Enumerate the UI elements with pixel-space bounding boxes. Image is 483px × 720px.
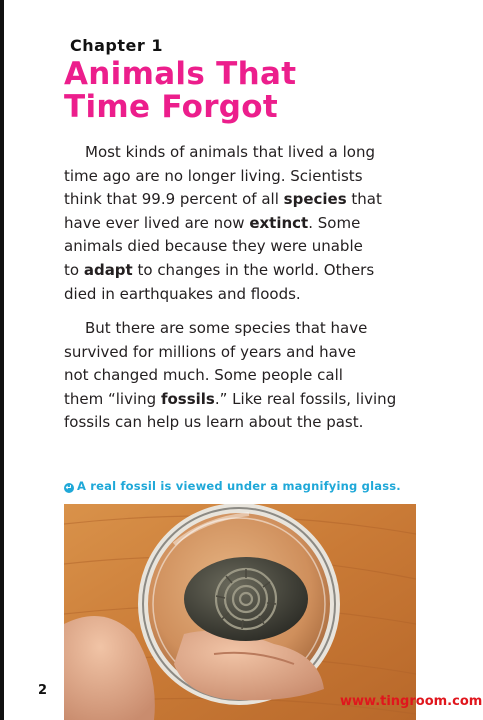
watermark-link[interactable]: www.tingroom.com: [340, 694, 483, 709]
text-line: to adapt to changes in the world. Others: [64, 260, 375, 279]
text-line: survived for millions of years and have: [64, 342, 356, 361]
vocab-term-adapt: adapt: [83, 260, 133, 279]
page-number: 2: [38, 683, 48, 698]
chapter-title-line: Animals That: [64, 56, 297, 92]
text-line: them “living fossils.” Like real fossils, living: [64, 389, 397, 408]
vocab-term-extinct: extinct: [249, 213, 309, 232]
chapter-title: [64, 58, 464, 124]
text-line: animals died because they were unable: [64, 237, 363, 256]
page-spine-edge: [0, 0, 4, 720]
chapter-title-line: Time Forgot: [64, 89, 279, 125]
vocab-term-species: species: [283, 190, 347, 209]
paragraph-2: [64, 317, 410, 435]
text-line: time ago are no longer living. Scientists: [64, 166, 363, 185]
text-line: Most kinds of animals that lived a long: [85, 143, 375, 161]
chapter-label: Chapter 1: [70, 36, 163, 55]
text-line: have ever lived are now extinct. Some: [64, 213, 361, 232]
text-line: But there are some species that have: [85, 319, 368, 337]
text-line: fossils can help us learn about the past.: [64, 413, 364, 432]
fossil-photo: [64, 504, 416, 720]
vocab-term-fossils: fossils: [160, 389, 215, 408]
caption-text: A real fossil is viewed under a magnifying glass.: [77, 479, 401, 493]
paragraph-1: [64, 141, 410, 306]
photo-caption: [64, 479, 414, 493]
u-turn-arrow-icon: ↵: [65, 483, 73, 492]
text-line: died in earthquakes and floods.: [64, 284, 301, 303]
text-line: think that 99.9 percent of all species that: [64, 190, 382, 209]
text-line: not changed much. Some people call: [64, 366, 343, 385]
